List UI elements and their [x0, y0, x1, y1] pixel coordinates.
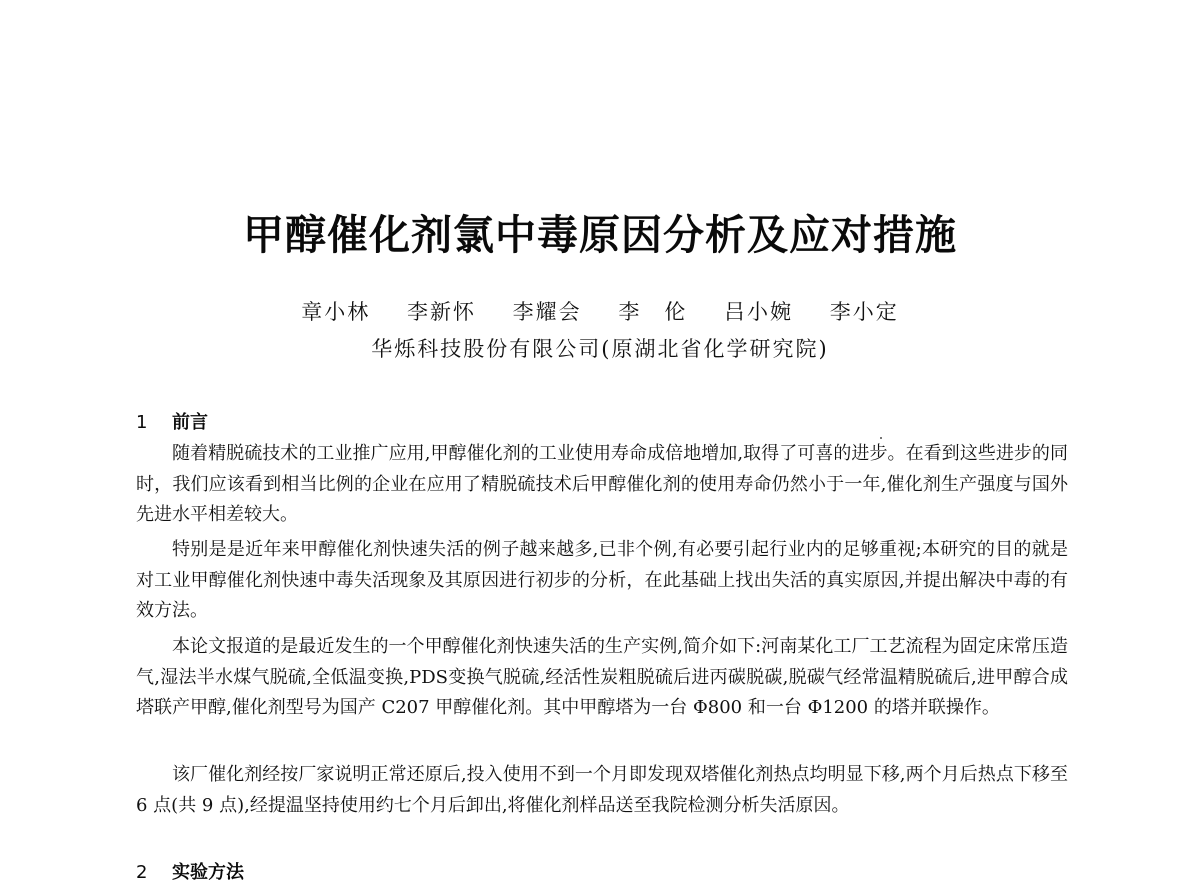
paragraph: 本论文报道的是最近发生的一个甲醇催化剂快速失活的生产实例,简介如下:河南某化工厂工艺流程为固定床常压造气,湿法半水煤气脱硫,全低温变换,PDS变换气脱硫,经活性炭粗脱硫后进丙碳脱碳,脱碳气经常温精脱硫后,进甲醇合成塔联产甲醇,催化剂型号为国产 C207 甲醇催化剂。其中甲醇塔为一台 Φ800 和一台 Φ1200 的塔并联操作。 — [136, 636, 1068, 718]
section-number: 2 — [136, 862, 148, 883]
author-list — [0, 296, 1200, 326]
section-title: 实验方法 — [172, 862, 244, 883]
author-affiliation: 华烁科技股份有限公司(原湖北省化学研究院) — [371, 337, 829, 361]
section-number: 1 — [136, 412, 148, 433]
paragraph: 随着精脱硫技术的工业推广应用,甲醇催化剂的工业使用寿命成倍地增加,取得了可喜的进步。在看到这些进步的同时，我们应该看到相当比例的企业在应用了精脱硫技术后甲醇催化剂的使用寿命仍然小于一年,催化剂生产强度与国外先进水平相差较大。 — [136, 443, 1068, 525]
author-name: 李新怀 — [406, 300, 476, 324]
author-name: 章小林 — [301, 300, 371, 324]
section-title: 前言 — [172, 412, 208, 433]
section-heading-methods — [136, 858, 244, 884]
paragraph: 该厂催化剂经按厂家说明正常还原后,投入使用不到一个月即发现双塔催化剂热点均明显下移,两个月后热点下移至 6 点(共 9 点),经提温坚持使用约七个月后卸出,将催化剂样品送至我院检测分析失活原因。 — [136, 764, 1068, 816]
section-heading-intro — [136, 408, 208, 434]
paragraph: 特别是是近年来甲醇催化剂快速失活的例子越来越多,已非个例,有必要引起行业内的足够重视;本研究的目的就是对工业甲醇催化剂快速中毒失活现象及其原因进行初步的分析，在此基础上找出失活的真实原因,并提出解决中毒的有效方法。 — [136, 539, 1068, 621]
paper-title: 甲醇催化剂氯中毒原因分析及应对措施 — [243, 211, 957, 259]
author-name: 李小定 — [829, 300, 899, 324]
author-name: 李 伦 — [618, 300, 688, 324]
author-name: 吕小婉 — [724, 300, 794, 324]
author-name: 李耀会 — [512, 300, 582, 324]
